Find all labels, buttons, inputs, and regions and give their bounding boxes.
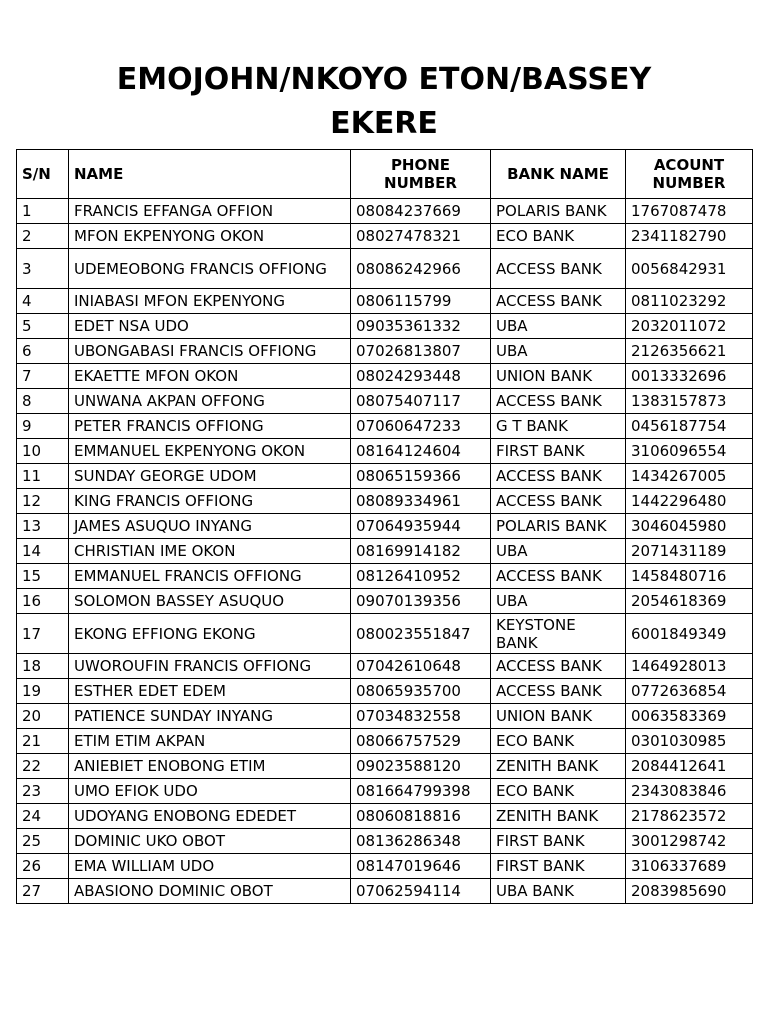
cell-sn: 15 bbox=[17, 564, 69, 589]
cell-sn: 16 bbox=[17, 589, 69, 614]
cell-name: EKAETTE MFON OKON bbox=[69, 364, 351, 389]
cell-account: 0772636854 bbox=[626, 679, 753, 704]
cell-bank: FIRST BANK bbox=[491, 854, 626, 879]
cell-sn: 27 bbox=[17, 879, 69, 904]
table-row bbox=[17, 704, 753, 729]
header-account-line-1: ACOUNT bbox=[653, 156, 725, 174]
cell-sn: 22 bbox=[17, 754, 69, 779]
cell-phone: 080023551847 bbox=[351, 614, 491, 654]
cell-phone: 07064935944 bbox=[351, 514, 491, 539]
cell-phone: 07026813807 bbox=[351, 339, 491, 364]
cell-account: 0056842931 bbox=[626, 249, 753, 289]
cell-bank: UBA bbox=[491, 539, 626, 564]
cell-bank: UBA bbox=[491, 314, 626, 339]
cell-bank: FIRST BANK bbox=[491, 829, 626, 854]
cell-sn: 5 bbox=[17, 314, 69, 339]
cell-bank: ACCESS BANK bbox=[491, 464, 626, 489]
cell-bank: UBA bbox=[491, 589, 626, 614]
cell-sn: 20 bbox=[17, 704, 69, 729]
cell-account: 2054618369 bbox=[626, 589, 753, 614]
cell-phone: 08075407117 bbox=[351, 389, 491, 414]
cell-phone: 09035361332 bbox=[351, 314, 491, 339]
cell-bank: ACCESS BANK bbox=[491, 389, 626, 414]
cell-phone: 08126410952 bbox=[351, 564, 491, 589]
table-row bbox=[17, 414, 753, 439]
table-row bbox=[17, 339, 753, 364]
table-row bbox=[17, 364, 753, 389]
cell-sn: 23 bbox=[17, 779, 69, 804]
title-line-1: EMOJOHN/NKOYO ETON/BASSEY bbox=[116, 62, 652, 97]
cell-account: 2126356621 bbox=[626, 339, 753, 364]
cell-phone: 08060818816 bbox=[351, 804, 491, 829]
cell-bank: UBA bbox=[491, 339, 626, 364]
cell-sn: 19 bbox=[17, 679, 69, 704]
cell-name: MFON EKPENYONG OKON bbox=[69, 224, 351, 249]
cell-phone: 07060647233 bbox=[351, 414, 491, 439]
header-phone-line-1: PHONE bbox=[390, 156, 451, 174]
cell-bank: ACCESS BANK bbox=[491, 289, 626, 314]
table-row bbox=[17, 729, 753, 754]
cell-name: SUNDAY GEORGE UDOM bbox=[69, 464, 351, 489]
cell-bank: FIRST BANK bbox=[491, 439, 626, 464]
table-row bbox=[17, 439, 753, 464]
cell-name: FRANCIS EFFANGA OFFION bbox=[69, 199, 351, 224]
cell-account: 3106337689 bbox=[626, 854, 753, 879]
cell-account: 3106096554 bbox=[626, 439, 753, 464]
cell-account: 2083985690 bbox=[626, 879, 753, 904]
cell-sn: 10 bbox=[17, 439, 69, 464]
cell-account: 3001298742 bbox=[626, 829, 753, 854]
cell-phone: 08164124604 bbox=[351, 439, 491, 464]
header-sn: S/N bbox=[17, 150, 69, 199]
cell-sn: 14 bbox=[17, 539, 69, 564]
cell-sn: 13 bbox=[17, 514, 69, 539]
cell-account: 2341182790 bbox=[626, 224, 753, 249]
table-row bbox=[17, 754, 753, 779]
cell-sn: 4 bbox=[17, 289, 69, 314]
cell-name: EDET NSA UDO bbox=[69, 314, 351, 339]
table-row bbox=[17, 199, 753, 224]
table-row bbox=[17, 314, 753, 339]
cell-name: EMMANUEL EKPENYONG OKON bbox=[69, 439, 351, 464]
cell-sn: 26 bbox=[17, 854, 69, 879]
cell-sn: 7 bbox=[17, 364, 69, 389]
cell-bank: POLARIS BANK bbox=[491, 199, 626, 224]
cell-name: INIABASI MFON EKPENYONG bbox=[69, 289, 351, 314]
cell-phone: 09070139356 bbox=[351, 589, 491, 614]
cell-name: JAMES ASUQUO INYANG bbox=[69, 514, 351, 539]
cell-account: 1434267005 bbox=[626, 464, 753, 489]
cell-phone: 08065159366 bbox=[351, 464, 491, 489]
cell-name: SOLOMON BASSEY ASUQUO bbox=[69, 589, 351, 614]
header-phone-line-2: NUMBER bbox=[384, 174, 457, 192]
title-line-2: EKERE bbox=[330, 106, 438, 141]
cell-bank: G T BANK bbox=[491, 414, 626, 439]
table-row bbox=[17, 854, 753, 879]
cell-phone: 07042610648 bbox=[351, 654, 491, 679]
cell-phone: 08084237669 bbox=[351, 199, 491, 224]
cell-phone: 08024293448 bbox=[351, 364, 491, 389]
cell-account: 0013332696 bbox=[626, 364, 753, 389]
cell-phone: 08136286348 bbox=[351, 829, 491, 854]
table-row bbox=[17, 489, 753, 514]
cell-phone: 09023588120 bbox=[351, 754, 491, 779]
cell-bank: ECO BANK bbox=[491, 224, 626, 249]
table-body bbox=[17, 199, 753, 904]
cell-bank: UNION BANK bbox=[491, 704, 626, 729]
cell-name: EMMANUEL FRANCIS OFFIONG bbox=[69, 564, 351, 589]
cell-bank: ACCESS BANK bbox=[491, 654, 626, 679]
cell-account: 2032011072 bbox=[626, 314, 753, 339]
cell-sn: 11 bbox=[17, 464, 69, 489]
cell-account: 1464928013 bbox=[626, 654, 753, 679]
table-row bbox=[17, 679, 753, 704]
header-name: NAME bbox=[69, 150, 351, 199]
cell-sn: 24 bbox=[17, 804, 69, 829]
table-row bbox=[17, 389, 753, 414]
table-row bbox=[17, 289, 753, 314]
header-phone bbox=[351, 150, 491, 199]
table-row bbox=[17, 779, 753, 804]
cell-account: 1458480716 bbox=[626, 564, 753, 589]
cell-account: 6001849349 bbox=[626, 614, 753, 654]
cell-phone: 07034832558 bbox=[351, 704, 491, 729]
cell-phone: 08086242966 bbox=[351, 249, 491, 289]
table-row bbox=[17, 654, 753, 679]
table-row bbox=[17, 564, 753, 589]
cell-phone: 08065935700 bbox=[351, 679, 491, 704]
cell-account: 0456187754 bbox=[626, 414, 753, 439]
table-row bbox=[17, 804, 753, 829]
table-row bbox=[17, 539, 753, 564]
cell-bank: ACCESS BANK bbox=[491, 679, 626, 704]
cell-name: KING FRANCIS OFFIONG bbox=[69, 489, 351, 514]
cell-sn: 2 bbox=[17, 224, 69, 249]
cell-account: 0811023292 bbox=[626, 289, 753, 314]
cell-account: 2071431189 bbox=[626, 539, 753, 564]
cell-name: UWOROUFIN FRANCIS OFFIONG bbox=[69, 654, 351, 679]
cell-name: PATIENCE SUNDAY INYANG bbox=[69, 704, 351, 729]
cell-account: 1767087478 bbox=[626, 199, 753, 224]
table-row bbox=[17, 589, 753, 614]
cell-bank: POLARIS BANK bbox=[491, 514, 626, 539]
cell-phone: 08089334961 bbox=[351, 489, 491, 514]
cell-phone: 081664799398 bbox=[351, 779, 491, 804]
cell-bank: ACCESS BANK bbox=[491, 489, 626, 514]
cell-sn: 21 bbox=[17, 729, 69, 754]
cell-name: ESTHER EDET EDEM bbox=[69, 679, 351, 704]
cell-name: ABASIONO DOMINIC OBOT bbox=[69, 879, 351, 904]
cell-bank: ACCESS BANK bbox=[491, 564, 626, 589]
cell-bank: UBA BANK bbox=[491, 879, 626, 904]
cell-sn: 1 bbox=[17, 199, 69, 224]
cell-sn: 12 bbox=[17, 489, 69, 514]
cell-account: 0063583369 bbox=[626, 704, 753, 729]
cell-phone: 08147019646 bbox=[351, 854, 491, 879]
cell-sn: 25 bbox=[17, 829, 69, 854]
cell-account: 1383157873 bbox=[626, 389, 753, 414]
cell-name: UNWANA AKPAN OFFONG bbox=[69, 389, 351, 414]
beneficiary-table bbox=[16, 149, 753, 904]
cell-sn: 9 bbox=[17, 414, 69, 439]
table-row bbox=[17, 224, 753, 249]
table-row bbox=[17, 829, 753, 854]
cell-phone: 0806115799 bbox=[351, 289, 491, 314]
table-row bbox=[17, 249, 753, 289]
header-account-line-2: NUMBER bbox=[652, 174, 726, 192]
cell-name: UDEMEOBONG FRANCIS OFFIONG bbox=[69, 249, 351, 289]
cell-name: DOMINIC UKO OBOT bbox=[69, 829, 351, 854]
cell-account: 3046045980 bbox=[626, 514, 753, 539]
cell-name: ETIM ETIM AKPAN bbox=[69, 729, 351, 754]
table-header-row bbox=[17, 150, 753, 199]
header-bank: BANK NAME bbox=[491, 150, 626, 199]
document-title bbox=[40, 58, 728, 146]
cell-bank: ECO BANK bbox=[491, 729, 626, 754]
cell-sn: 3 bbox=[17, 249, 69, 289]
cell-name: CHRISTIAN IME OKON bbox=[69, 539, 351, 564]
cell-bank: ZENITH BANK bbox=[491, 804, 626, 829]
cell-sn: 8 bbox=[17, 389, 69, 414]
cell-sn: 18 bbox=[17, 654, 69, 679]
cell-phone: 08169914182 bbox=[351, 539, 491, 564]
cell-bank: ACCESS BANK bbox=[491, 249, 626, 289]
table-row bbox=[17, 879, 753, 904]
cell-bank: ZENITH BANK bbox=[491, 754, 626, 779]
cell-name: EMA WILLIAM UDO bbox=[69, 854, 351, 879]
cell-account: 2084412641 bbox=[626, 754, 753, 779]
cell-account: 2178623572 bbox=[626, 804, 753, 829]
cell-name: ANIEBIET ENOBONG ETIM bbox=[69, 754, 351, 779]
cell-name: UBONGABASI FRANCIS OFFIONG bbox=[69, 339, 351, 364]
header-account bbox=[626, 150, 753, 199]
cell-sn: 17 bbox=[17, 614, 69, 654]
table-row bbox=[17, 464, 753, 489]
cell-phone: 07062594114 bbox=[351, 879, 491, 904]
cell-phone: 08066757529 bbox=[351, 729, 491, 754]
table-row bbox=[17, 514, 753, 539]
cell-name: EKONG EFFIONG EKONG bbox=[69, 614, 351, 654]
table-row bbox=[17, 614, 753, 654]
cell-bank: KEYSTONE BANK bbox=[491, 614, 626, 654]
cell-account: 1442296480 bbox=[626, 489, 753, 514]
cell-account: 0301030985 bbox=[626, 729, 753, 754]
cell-sn: 6 bbox=[17, 339, 69, 364]
cell-phone: 08027478321 bbox=[351, 224, 491, 249]
cell-account: 2343083846 bbox=[626, 779, 753, 804]
cell-name: PETER FRANCIS OFFIONG bbox=[69, 414, 351, 439]
cell-name: UMO EFIOK UDO bbox=[69, 779, 351, 804]
cell-bank: ECO BANK bbox=[491, 779, 626, 804]
cell-bank: UNION BANK bbox=[491, 364, 626, 389]
cell-name: UDOYANG ENOBONG EDEDET bbox=[69, 804, 351, 829]
